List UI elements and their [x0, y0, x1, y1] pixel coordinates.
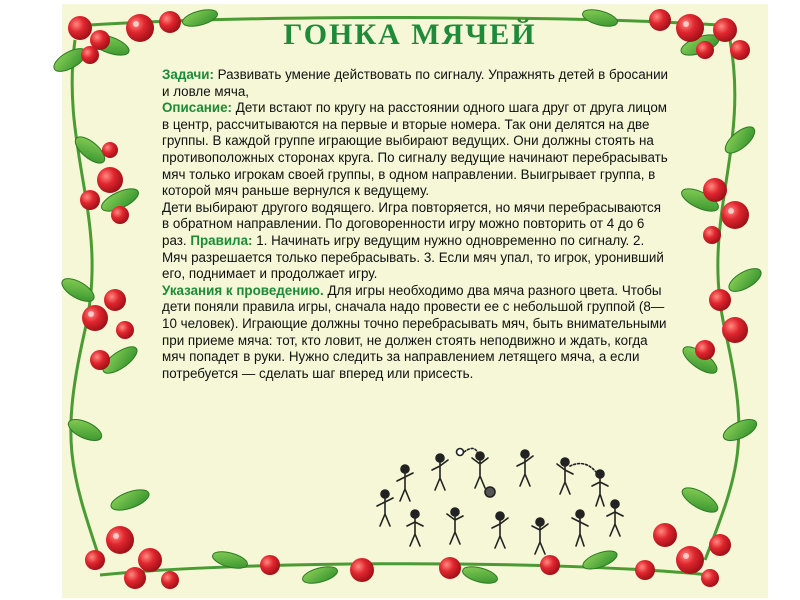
- children-circle-illustration: [360, 444, 650, 564]
- child-figure-13: [432, 454, 448, 490]
- tasks-label: Задачи:: [162, 67, 214, 82]
- child-figure-1: [472, 452, 488, 488]
- rules-text: 1. Начинать игру ведущим нужно одновременно по сигналу. 2. Мяч разрешается только перебрасывать. 3. Если мяч упал, то игрок, уронивший его, поднимает и продолжает игру.: [162, 232, 664, 282]
- child-figure-4: [592, 470, 608, 506]
- description-paragraph-2: [162, 200, 670, 283]
- instructions-text: Для игры необходимо два мяча разного цвета. Чтобы дети поняли правила игры, сначала надо провести ее с небольшой группой (8—10 человек). Играющие должны точно перебрасывать мяч, быть внимательными при приеме мяча: тот, кто ловит, не должен стоять неподвижно и ждать, когда мяч попадет в руки. Нужно следить за направлением летящего мяча, а если потребуется — сделать шаг вперед или присесть.: [162, 282, 667, 381]
- child-figure-12: [397, 465, 413, 501]
- page-title: ГОНКА МЯЧЕЙ: [283, 18, 537, 51]
- child-figure-6: [572, 510, 588, 546]
- description-text-2: Дети выбирают другого водящего. Игра повторяется, но мячи перебрасываются в обратном направлении. По договоренности игру можно повторить от 4 до 6 раз.: [162, 199, 661, 248]
- description-paragraph: [162, 100, 670, 200]
- child-figure-9: [447, 508, 463, 544]
- description-label: Описание:: [162, 100, 233, 116]
- rules-label: Правила:: [190, 232, 253, 248]
- child-figure-8: [492, 512, 508, 548]
- description-text: Дети встают по кругу на расстоянии одного шага друг от друга лицом в центр, рассчитываются на первые и вторые номера. Так они делятся на две группы. В каждой группе играющие выбирают ведущих. Они должны стоять на противоположных сторонах круга. По сигналу ведущие начинают перебрасывать мяч только игрокам своей группы, в одном направлении. Выигрывает группа, в которой мяч раньше вернулся к ведущему.: [162, 100, 668, 199]
- instructions-label: Указания к проведению.: [162, 282, 324, 298]
- ball-1: [457, 449, 464, 456]
- child-figure-3: [557, 458, 573, 494]
- ball-2: [485, 487, 495, 497]
- tasks-text: Развивать умение действовать по сигналу. Упражнять детей в бросании и ловле мяча,: [162, 67, 669, 99]
- child-figure-7: [532, 518, 548, 554]
- child-figure-2: [517, 450, 533, 486]
- child-figure-11: [377, 490, 393, 526]
- instructions-paragraph: [162, 283, 670, 383]
- game-description-text: [162, 67, 670, 382]
- child-figure-10: [407, 510, 423, 546]
- child-figure-5: [607, 500, 623, 536]
- tasks-paragraph: [162, 67, 670, 100]
